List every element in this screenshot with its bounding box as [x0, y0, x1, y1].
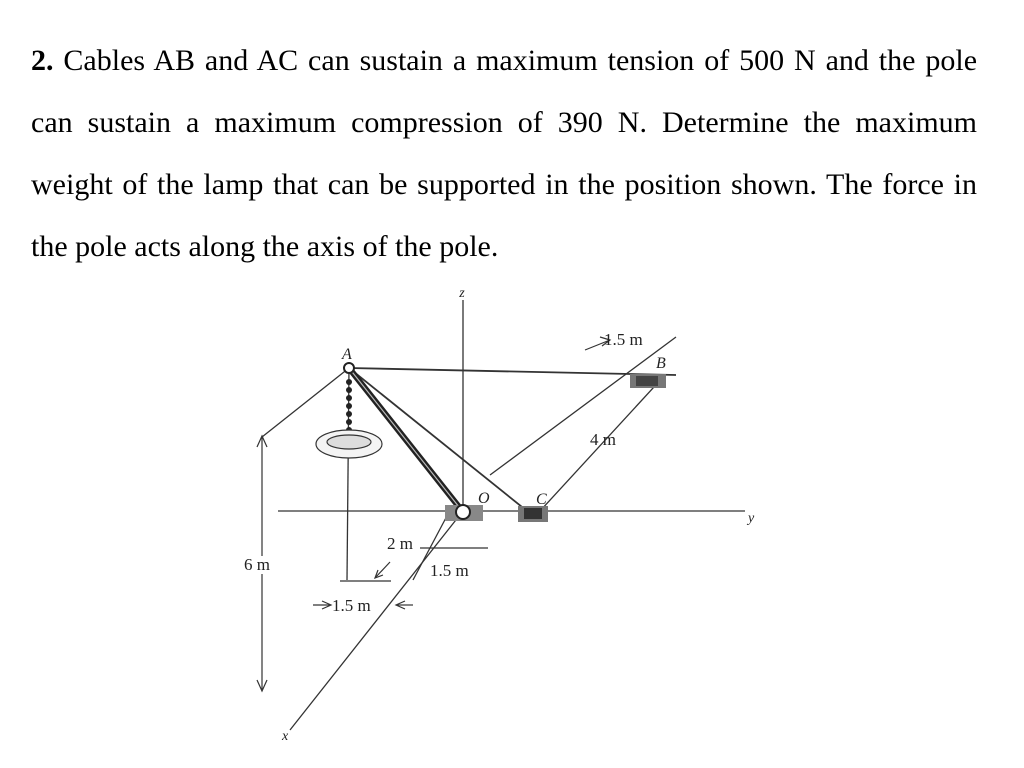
point-b-label: B [656, 355, 666, 372]
dimension-height: 6 m [244, 555, 270, 574]
point-o-label: O [478, 490, 490, 507]
dimension-top-offset: 1.5 m [604, 330, 643, 349]
dimension-b-depth: 4 m [590, 430, 616, 449]
x-axis-label: x [282, 729, 289, 744]
problem-text: Cables AB and AC can sustain a maximum tension of 500 N and the pole can sustain a maximum compression of 390 N. Determine the maximum weight of the lamp that can be supported in the position shown. The force in the pole acts along the axis of the pole. [31, 44, 978, 263]
z-axis-label: z [459, 286, 465, 301]
support-o-icon [445, 505, 483, 521]
dimension-x-offset: 2 m [387, 534, 413, 553]
frame-line [262, 368, 349, 437]
wall-mount-b-icon [630, 374, 666, 388]
point-a-label: A [342, 346, 352, 363]
problem-number: 2. [31, 44, 54, 77]
point-c-label: C [536, 491, 547, 508]
dimension-y-offset-origin: 1.5 m [430, 561, 469, 580]
wall-edge-line [490, 337, 676, 475]
lamp-icon [316, 430, 382, 458]
joint-a-icon [344, 363, 354, 373]
cable-ab [349, 368, 676, 375]
y-axis-label: y [748, 511, 755, 526]
lamp-chain [346, 379, 352, 433]
support-c-icon [518, 506, 548, 522]
dimension-y-offset-lamp: 1.5 m [332, 596, 371, 615]
x-axis-line [290, 511, 463, 730]
